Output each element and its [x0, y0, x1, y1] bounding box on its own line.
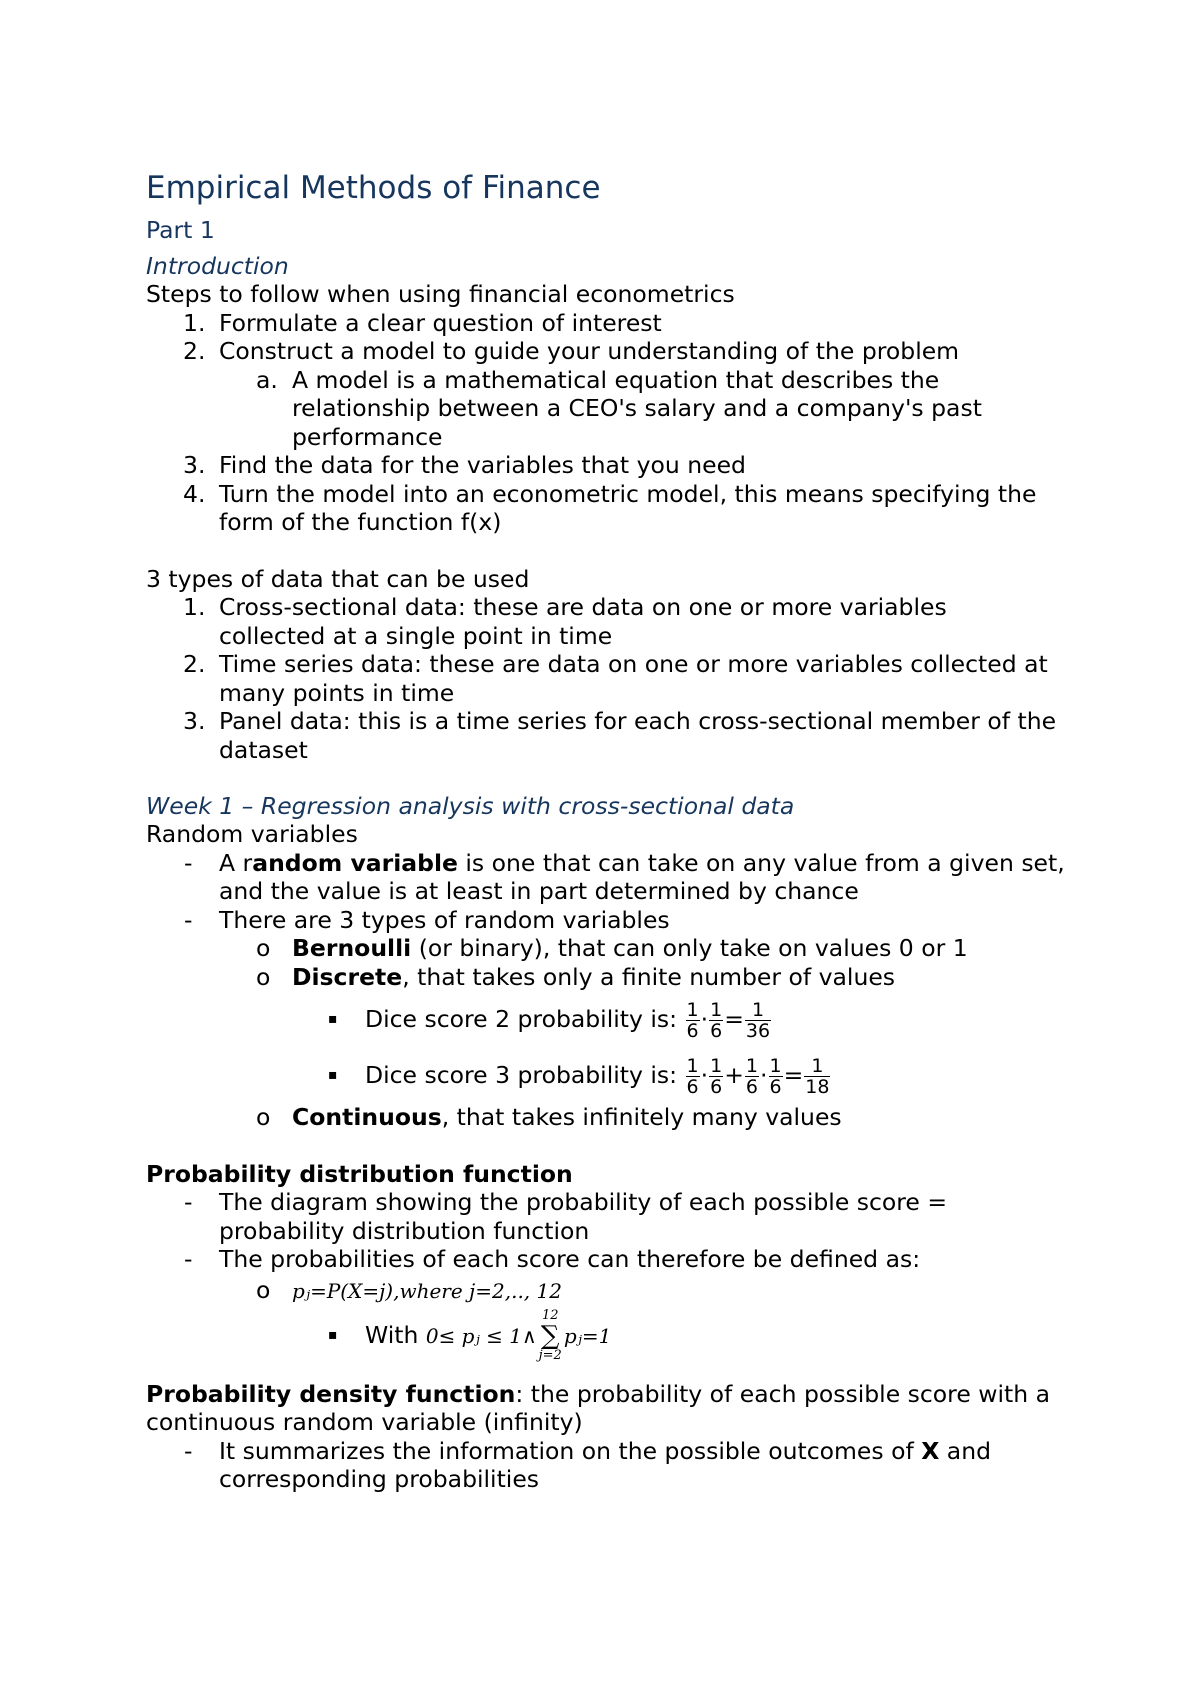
list-marker: 2. [183, 337, 206, 365]
list-item-text: Construct a model to guide your understanding of the problem [219, 337, 960, 365]
math-run: pⱼ=1 [563, 1323, 612, 1348]
list-item [146, 963, 1086, 992]
list-item [146, 1188, 1086, 1245]
text-run: , that takes infinitely many values [441, 1103, 842, 1131]
equation-label: Dice score 3 probability is: [365, 1061, 678, 1089]
random-variables-title: Random variables [146, 820, 358, 848]
numerator: 1 [745, 1000, 771, 1021]
denominator: 6 [769, 1076, 782, 1098]
list-item [146, 1274, 1086, 1307]
bold-term: Probability distribution function [146, 1159, 573, 1188]
text-run: is one that can take on any value from a given set, and the value is at least in part determined by chance [219, 848, 1065, 905]
text-run: : the probability of each possible score with a continuous random variable (infinity) [146, 1379, 1050, 1436]
operator: · [760, 1061, 768, 1089]
circle-marker: o [256, 1275, 271, 1304]
sum-upper-limit: 12 [541, 1308, 559, 1323]
text-run: , that takes only a finite number of values [402, 962, 896, 991]
list-item [146, 337, 1086, 366]
sum-lower-limit: j=2 [538, 1348, 562, 1363]
list-item-text: Turn the model into an econometric model, this means specifying the form of the function f(x) [219, 479, 1037, 536]
spacer [146, 1132, 1086, 1160]
operator: + [724, 1061, 744, 1089]
dash-marker: - [184, 905, 193, 934]
dash-marker: - [184, 1188, 193, 1216]
operator: · [700, 1005, 709, 1033]
list-item-text: Panel data: this is a time series for each cross-sectional member of the dataset [219, 707, 1057, 764]
operator: = [783, 1061, 804, 1089]
fraction [686, 1056, 700, 1097]
list-item [146, 1307, 1086, 1364]
list-item [146, 1437, 1086, 1494]
list-item-text: The probabilities of each score can therefore be defined as: [219, 1245, 921, 1273]
list-marker: a. [256, 365, 278, 394]
list-item-text: Time series data: these are data on one or more variables collected at many points in time [219, 650, 1048, 707]
list-item [146, 593, 1086, 650]
fraction [709, 1000, 723, 1041]
document-page [146, 168, 1086, 1494]
circle-marker: o [256, 962, 271, 991]
list-item [146, 849, 1086, 906]
list-item [146, 707, 1086, 764]
bold-term: Continuous [292, 1103, 442, 1131]
bold-term: X [921, 1436, 940, 1465]
numerator: 1 [686, 1055, 699, 1077]
list-item-text: The diagram showing the probability of each possible score = probability distribution function [219, 1188, 948, 1245]
circle-marker: o [256, 934, 271, 962]
list-marker: 4. [183, 479, 206, 508]
operator: = [724, 1005, 744, 1033]
pdf-formula: pⱼ=P(X=j),where j=2,.., 12 [292, 1278, 562, 1303]
part-heading: Part 1 [146, 216, 215, 244]
text-run: It summarizes the information on the possible outcomes of [219, 1436, 922, 1465]
bold-term: Discrete [292, 962, 403, 991]
list-item [146, 1103, 1086, 1132]
denominator: 36 [745, 1020, 771, 1042]
list-item [146, 906, 1086, 935]
square-marker: ▪ [328, 1326, 338, 1343]
list-item [146, 309, 1086, 338]
list-item [146, 650, 1086, 707]
numerator: 1 [686, 999, 699, 1021]
denominator: 6 [745, 1076, 759, 1098]
fraction [686, 1000, 700, 1041]
list-item [146, 1245, 1086, 1274]
list-item [146, 934, 1086, 963]
math-run: 0≤ pⱼ ≤ 1∧ [425, 1323, 537, 1348]
numerator: 1 [710, 1055, 723, 1077]
denominator: 6 [710, 1020, 723, 1042]
list-marker: 3. [183, 451, 206, 479]
list-item-text: There are 3 types of random variables [219, 905, 670, 934]
week1-heading: Week 1 – Regression analysis with cross-sectional data [146, 792, 795, 820]
data-types-intro: 3 types of data that can be used [146, 564, 530, 593]
document-title: Empirical Methods of Finance [146, 170, 601, 206]
spacer [146, 1364, 1086, 1380]
list-marker: 1. [183, 593, 206, 621]
spacer [146, 537, 1086, 565]
introduction-heading: Introduction [146, 252, 289, 280]
list-marker: 1. [183, 308, 206, 337]
text-run: and corresponding probabilities [219, 1436, 992, 1493]
square-marker: ▪ [328, 1067, 338, 1083]
list-item [146, 1047, 1086, 1103]
square-marker: ▪ [328, 1011, 338, 1027]
bold-term: Bernoulli [292, 934, 412, 962]
list-item [146, 991, 1086, 1047]
dash-marker: - [184, 1245, 193, 1273]
denominator: 6 [710, 1076, 723, 1098]
equation-label: With [365, 1320, 419, 1349]
operator: · [700, 1061, 709, 1089]
denominator: 18 [805, 1076, 830, 1098]
fraction [745, 1000, 771, 1041]
sum-symbol: ∑ [540, 1321, 560, 1351]
dash-marker: - [184, 1436, 193, 1465]
fraction [769, 1056, 783, 1097]
bold-term: Probability density function [146, 1379, 516, 1408]
list-marker: 3. [183, 707, 206, 735]
circle-marker: o [256, 1103, 271, 1131]
equation-label: Dice score 2 probability is: [365, 1005, 678, 1033]
list-item [146, 451, 1086, 480]
text-run: A r [219, 848, 253, 877]
summation [539, 1309, 562, 1363]
list-item-text: Find the data for the variables that you need [219, 451, 746, 479]
list-item-text: A model is a mathematical equation that describes the relationship between a CEO's salary and a company's past performance [292, 365, 982, 451]
steps-intro: Steps to follow when using financial econometrics [146, 280, 735, 308]
list-item [146, 480, 1086, 537]
fraction [745, 1056, 759, 1097]
numerator: 1 [745, 1055, 759, 1077]
text-run: (or binary), that can only take on values 0 or 1 [411, 934, 968, 962]
fraction [709, 1056, 723, 1097]
numerator: 1 [769, 1055, 782, 1077]
list-item [146, 366, 1086, 452]
list-item-text: Cross-sectional data: these are data on one or more variables collected at a single point in time [219, 593, 947, 650]
density-definition [146, 1380, 1086, 1437]
list-item-text: Formulate a clear question of interest [219, 308, 662, 337]
pdf-title [146, 1160, 1086, 1189]
dash-marker: - [184, 848, 193, 877]
fraction [804, 1056, 830, 1097]
denominator: 6 [686, 1076, 699, 1098]
numerator: 1 [710, 999, 723, 1021]
denominator: 6 [686, 1020, 699, 1042]
numerator: 1 [804, 1056, 830, 1077]
list-marker: 2. [183, 650, 206, 678]
spacer [146, 764, 1086, 792]
bold-term: andom variable [252, 848, 458, 877]
